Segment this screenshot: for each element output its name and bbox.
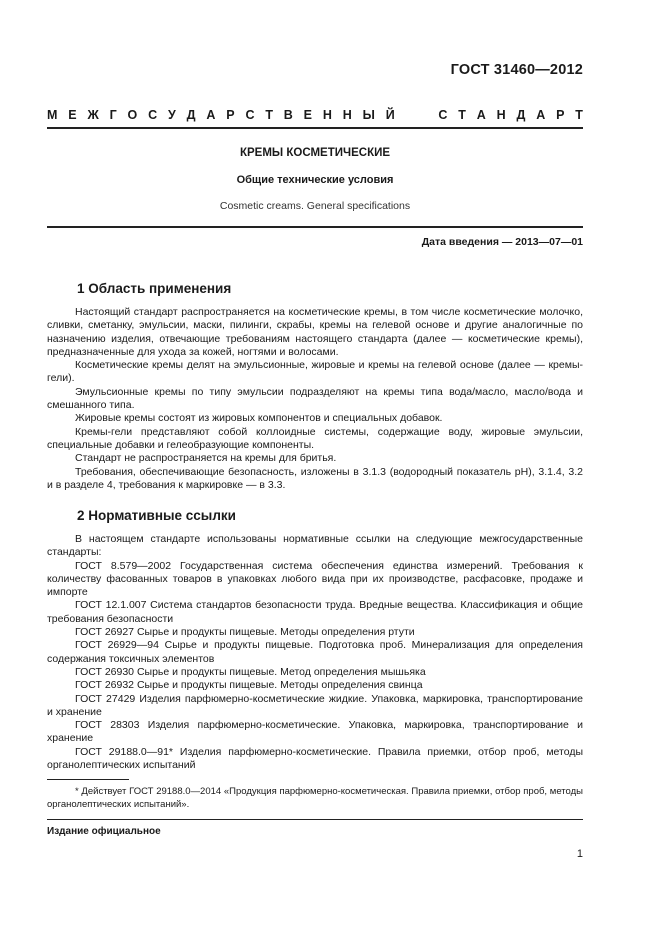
section-1-body bbox=[47, 306, 583, 492]
top-divider bbox=[47, 127, 583, 129]
heading-letter: А bbox=[206, 108, 216, 122]
paragraph: В настоящем стандарте использованы нормативные ссылки на следующие межгосударственные стандарты: bbox=[47, 533, 583, 559]
heading-letter: Т bbox=[458, 108, 466, 122]
reference-item: ГОСТ 28303 Изделия парфюмерно-косметические. Упаковка, маркировка, транспортирование и хранение bbox=[47, 719, 583, 745]
section-1-heading: 1 Область применения bbox=[77, 281, 232, 296]
reference-item: ГОСТ 26929—94 Сырье и продукты пищевые. Подготовка проб. Минерализация для определения содержания токсичных элементов bbox=[47, 639, 583, 665]
reference-item: ГОСТ 26932 Сырье и продукты пищевые. Методы определения свинца bbox=[75, 679, 423, 692]
document-subtitle: Общие технические условия bbox=[236, 174, 394, 186]
reference-item: ГОСТ 27429 Изделия парфюмерно-косметические жидкие. Упаковка, маркировка, транспортирование и хранение bbox=[47, 692, 583, 718]
gost-code: ГОСТ 31460—2012 bbox=[450, 62, 583, 78]
heading-letter: В bbox=[283, 108, 293, 122]
heading-letter: М bbox=[47, 108, 58, 122]
bottom-divider bbox=[47, 819, 583, 820]
heading-letter: Т bbox=[265, 108, 273, 122]
heading-letter: Т bbox=[575, 108, 583, 122]
title-divider bbox=[47, 226, 583, 228]
paragraph: Косметические кремы делят на эмульсионные, жировые и кремы на гелевой основе (далее — кремы-гели). bbox=[47, 359, 583, 385]
heading-letter: Ж bbox=[87, 108, 99, 122]
paragraph: Жировые кремы состоят из жировых компонентов и специальных добавок. bbox=[75, 412, 443, 425]
heading-letter: Н bbox=[342, 108, 352, 122]
heading-letter: С bbox=[438, 108, 448, 122]
page-number: 1 bbox=[576, 848, 583, 860]
heading-letter: О bbox=[127, 108, 138, 122]
reference-item: ГОСТ 26930 Сырье и продукты пищевые. Метод определения мышьяка bbox=[75, 665, 426, 678]
heading-letter: У bbox=[168, 108, 176, 122]
paragraph: Кремы-гели представляют собой коллоидные системы, содержащие воду, жировые эмульсии, специальные добавки и гелеобразующие компоненты. bbox=[47, 425, 583, 451]
heading-letter: С bbox=[148, 108, 158, 122]
heading-letter: Р bbox=[556, 108, 565, 122]
edition-label: Издание официальное bbox=[47, 826, 161, 837]
heading-letter: Р bbox=[226, 108, 235, 122]
reference-item: ГОСТ 12.1.007 Система стандартов безопасности труда. Вредные вещества. Классификация и общие требования безопасности bbox=[47, 599, 583, 625]
footnote-text: * Действует ГОСТ 29188.0—2014 «Продукция парфюмерно-косметическая. Правила приемки, отбор проб, методы органолептических испытаний». bbox=[47, 786, 583, 810]
introduction-date: Дата введения — 2013—07—01 bbox=[421, 236, 583, 248]
heading-letter: Г bbox=[109, 108, 117, 122]
heading-letter: А bbox=[476, 108, 486, 122]
heading-letter: Н bbox=[496, 108, 506, 122]
paragraph: Требования, обеспечивающие безопасность, изложены в 3.1.3 (водородный показатель рН), 3.1.4, 3.2 и в разделе 4, требования к маркировке — в 3.3. bbox=[47, 465, 583, 491]
heading-letter: Д bbox=[186, 108, 196, 122]
paragraph: Настоящий стандарт распространяется на косметические кремы, в том числе косметические молочко, сливки, сметанку, эмульсии, маски, пилинги, скрабы, кремы на гелевой основе и другие аналогичные по назначению изделия, отвечающие требованиям настоящего стандарта (далее — косметические кремы), предназначенные для ухода за кожей, ногтями и волосами. bbox=[47, 306, 583, 358]
heading-letter: Ы bbox=[362, 108, 375, 122]
section-2-heading: 2 Нормативные ссылки bbox=[77, 508, 236, 523]
heading-letter: С bbox=[245, 108, 255, 122]
heading-letter: Й bbox=[385, 108, 395, 122]
word-gap bbox=[406, 108, 428, 122]
heading-letter: А bbox=[536, 108, 546, 122]
heading-letter: Е bbox=[303, 108, 313, 122]
reference-item: ГОСТ 29188.0—91* Изделия парфюмерно-косметические. Правила приемки, отбор проб, методы органолептических испытаний bbox=[47, 745, 583, 772]
footnote bbox=[47, 786, 583, 811]
interstate-standard-heading bbox=[47, 108, 583, 122]
reference-item: ГОСТ 26927 Сырье и продукты пищевые. Методы определения ртути bbox=[75, 626, 415, 639]
document-english-title: Cosmetic creams. General specifications bbox=[219, 200, 411, 212]
heading-letter: Н bbox=[322, 108, 332, 122]
paragraph: Стандарт не распространяется на кремы для бритья. bbox=[75, 452, 337, 465]
section-2-body bbox=[47, 533, 583, 772]
document-title: КРЕМЫ КОСМЕТИЧЕСКИЕ bbox=[239, 147, 391, 159]
heading-letter: Е bbox=[68, 108, 77, 122]
reference-item: ГОСТ 8.579—2002 Государственная система обеспечения единства измерений. Требования к количеству фасованных товаров в упаковках любого вида при их производстве, расфасовке, продаже и импорте bbox=[47, 559, 583, 599]
footnote-divider bbox=[47, 779, 129, 780]
paragraph: Эмульсионные кремы по типу эмульсии подразделяют на кремы типа вода/масло, масло/вода и смешанного типа. bbox=[47, 385, 583, 412]
heading-letter: Д bbox=[516, 108, 526, 122]
